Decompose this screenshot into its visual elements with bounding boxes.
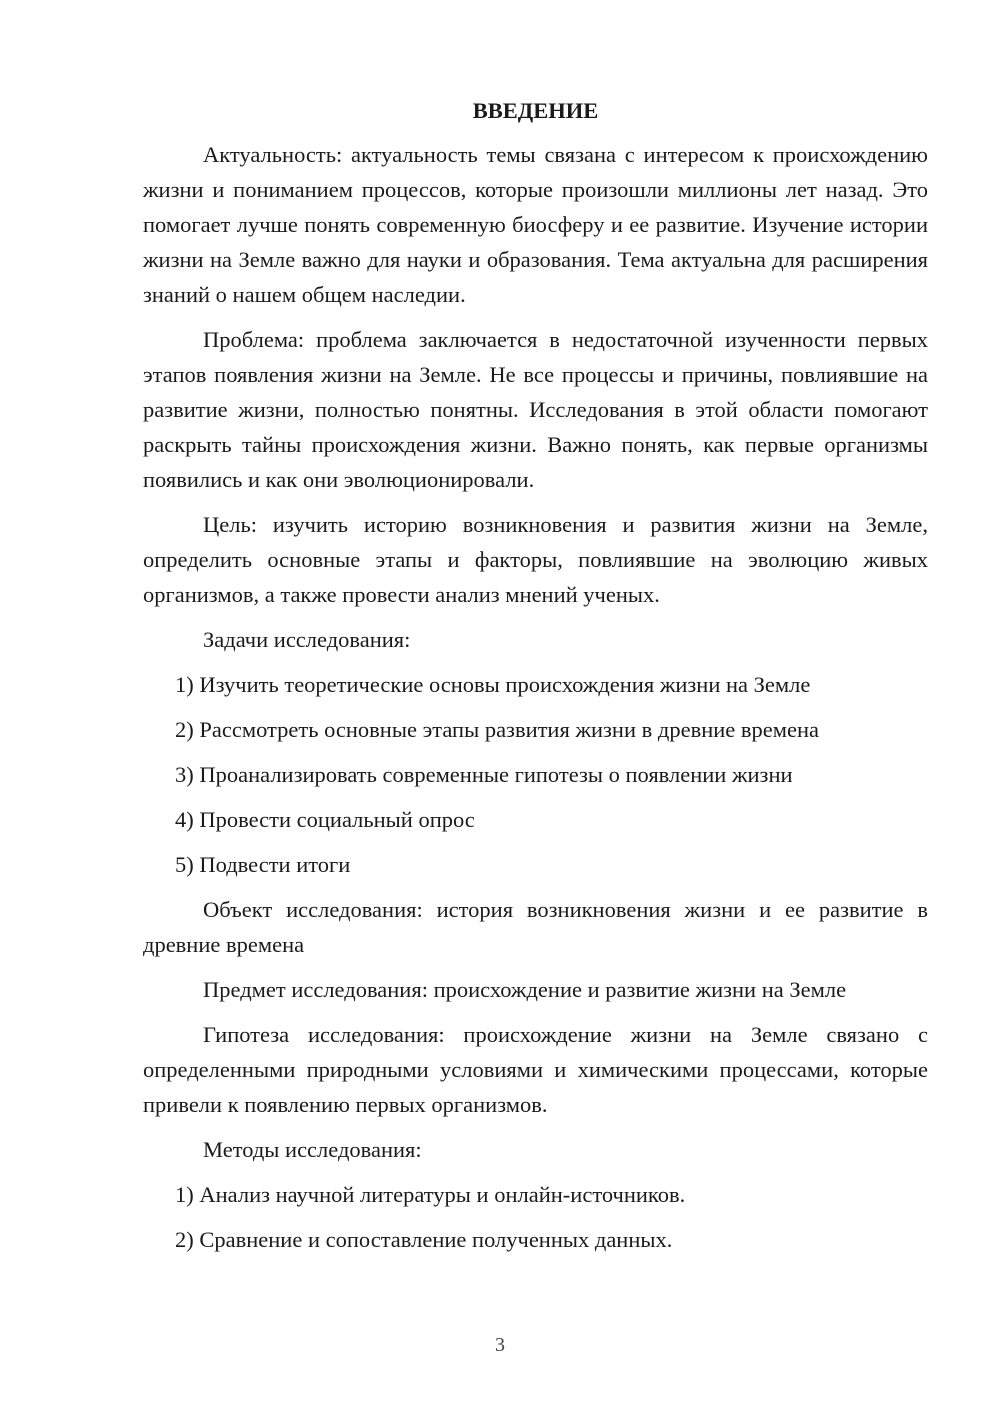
hypothesis-paragraph: Гипотеза исследования: происхождение жизни на Земле связано с определенными природными условиями и химическими процессами, которые привели к появлению первых организмов. <box>143 1022 928 1117</box>
task-item: 1) Изучить теоретические основы происхождения жизни на Земле <box>175 672 811 697</box>
method-item: 2) Сравнение и сопоставление полученных данных. <box>175 1227 673 1252</box>
task-item: 4) Провести социальный опрос <box>175 807 475 832</box>
tasks-list <box>143 667 928 882</box>
problem-paragraph: Проблема: проблема заключается в недостаточной изученности первых этапов появления жизни на Земле. Не все процессы и причины, повлиявшие на развитие жизни, полностью понятны. Исследования в этой области помогают раскрыть тайны происхождения жизни. Важно понять, как первые организмы появились и как они эволюционировали. <box>143 327 928 492</box>
document-page <box>143 95 928 1267</box>
relevance-paragraph: Актуальность: актуальность темы связана с интересом к происхождению жизни и пониманием процессов, которые произошли миллионы лет назад. Это помогает лучше понять современную биосферу и ее развитие. Изучение истории жизни на Земле важно для науки и образования. Тема актуальна для расширения знаний о нашем общем наследии. <box>143 142 928 307</box>
task-item: 5) Подвести итоги <box>175 852 351 877</box>
goal-paragraph: Цель: изучить историю возникновения и развития жизни на Земле, определить основные этапы и факторы, повлиявшие на эволюцию живых организмов, а также провести анализ мнений ученых. <box>143 512 928 607</box>
page-number: 3 <box>495 1334 505 1356</box>
task-item: 2) Рассмотреть основные этапы развития жизни в древние времена <box>175 717 819 742</box>
subject-paragraph: Предмет исследования: происхождение и развитие жизни на Земле <box>203 977 847 1002</box>
methods-heading: Методы исследования: <box>203 1137 422 1162</box>
tasks-heading: Задачи исследования: <box>203 627 411 652</box>
method-item: 1) Анализ научной литературы и онлайн-источников. <box>175 1182 686 1207</box>
task-item: 3) Проанализировать современные гипотезы о появлении жизни <box>175 762 793 787</box>
methods-list <box>143 1177 928 1257</box>
page-title: ВВЕДЕНИЕ <box>472 98 599 123</box>
object-paragraph: Объект исследования: история возникновения жизни и ее развитие в древние времена <box>143 897 928 957</box>
